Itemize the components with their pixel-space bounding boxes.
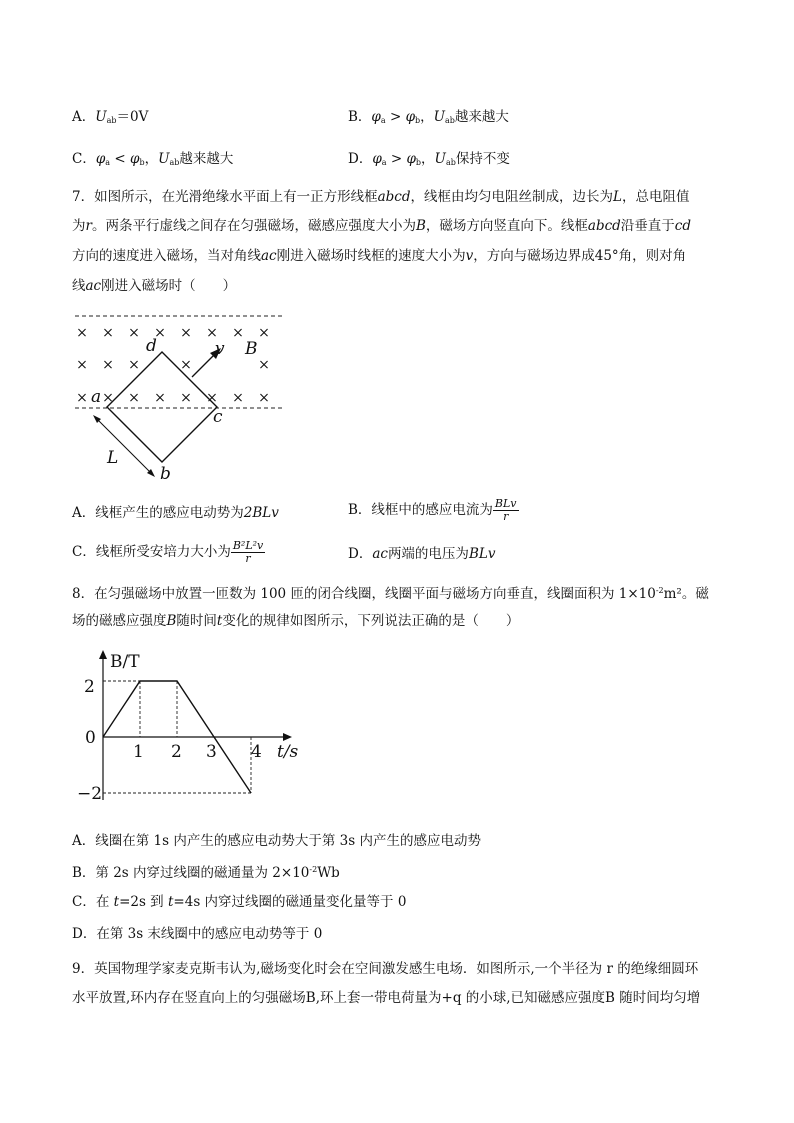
cross-mark: × <box>180 390 192 406</box>
x-tick-4: 4 <box>251 742 262 762</box>
q7-stem-line-1: 7．如图所示，在光滑绝缘水平面上有一正方形线框abcd，线框由均匀电阻丝制成，边长为L，总电阻值 <box>72 189 690 205</box>
q8-stem-line-2: 场的磁感应强度B随时间t变化的规律如图所示，下列说法正确的是（ ） <box>72 613 520 629</box>
x-tick-3: 3 <box>206 742 217 762</box>
q6-option-b: B．$\varphi_a > \varphi_b$，$U_{ab}$越来越大 <box>348 109 509 125</box>
q7-option-a: A．线框产生的感应电动势为2BLv <box>72 505 279 521</box>
x-axis-label: t/s <box>277 742 299 762</box>
q7-option-b: B．线框中的感应电流为 $\frac{\text{BLv}}{r}$ <box>348 497 517 523</box>
y-tick-0: 0 <box>85 728 96 748</box>
cross-mark: × <box>206 325 218 341</box>
cross-mark: × <box>128 357 140 373</box>
q9-stem-line-1: 9．英国物理学家麦克斯韦认为,磁场变化时会在空间激发感生电场．如图所示,一个半径为 r 的绝缘细圆环 <box>72 961 699 977</box>
q8-option-a: A．线圈在第 1s 内产生的感应电动势大于第 3s 内产生的感应电动势 <box>72 833 481 849</box>
x-tick-2: 2 <box>171 742 182 762</box>
cross-mark: × <box>102 325 114 341</box>
y-axis-label: B/T <box>110 652 140 672</box>
label-d: d <box>146 336 157 356</box>
q6-option-d: D．$\varphi_a > \varphi_b$，$U_{ab}$保持不变 <box>348 151 510 167</box>
cross-mark: × <box>180 357 192 373</box>
q7-stem-line-3: 方向的速度进入磁场，当对角线ac刚进入磁场时线框的速度大小为v，方向与磁场边界成45°角，则对角 <box>72 248 687 264</box>
cross-mark: × <box>258 325 270 341</box>
q7-option-c: C．线框所受安培力大小为 $\frac{\text{B²L²v}}{r}$ <box>72 539 264 565</box>
q7-option-d: D．ac两端的电压为BLv <box>348 546 496 562</box>
q8-option-c: C．在 t=2s 到 t=4s 内穿过线圈的磁通量变化量等于 0 <box>72 894 407 910</box>
fraction-force: $\frac{\text{B²L²v}}{r}$ <box>232 539 264 565</box>
y-axis-arrow <box>99 650 107 659</box>
cross-mark: × <box>232 390 244 406</box>
q7-stem-line-4: 线ac刚进入磁场时（ ） <box>72 278 237 294</box>
cross-mark: × <box>180 325 192 341</box>
q8-option-d: D．在第 3s 末线圈中的感应电动势等于 0 <box>72 926 323 942</box>
label-a: a <box>91 387 102 407</box>
label-c: c <box>213 407 223 427</box>
q7-figure <box>60 305 300 490</box>
cross-mark: × <box>154 325 166 341</box>
q6-option-a: A．$U_{ab}=0V$ <box>72 109 149 125</box>
x-axis-arrow <box>283 733 292 741</box>
q9-stem-line-2: 水平放置,环内存在竖直向上的匀强磁场B,环上套一带电荷量为+q 的小球,已知磁感应强度B 随时间均匀增 <box>72 990 701 1006</box>
q6-option-c: C．$\varphi_a < \varphi_b$，$U_{ab}$越来越大 <box>72 151 234 167</box>
magnetic-field-crosses <box>76 325 270 406</box>
label-v: v <box>215 339 225 359</box>
cross-mark: × <box>128 325 140 341</box>
dimension-line <box>96 418 152 474</box>
q8-stem-line-1: 8．在匀强磁场中放置一匝数为 100 匝的闭合线圈，线圈平面与磁场方向垂直，线圈面积为 $1\times 10^{-2}m^2$。磁 <box>72 586 709 602</box>
cross-mark: × <box>76 390 88 406</box>
cross-mark: × <box>102 390 114 406</box>
cross-mark: × <box>128 390 140 406</box>
q8-option-b: B．第 2s 内穿过线圈的磁通量为 $2\times 10^{-2}Wb$ <box>72 865 340 881</box>
cross-mark: × <box>232 325 244 341</box>
label-b: b <box>160 464 171 484</box>
y-tick-2: 2 <box>84 677 95 697</box>
q7-stem-line-2: 为r。两条平行虚线之间存在匀强磁场，磁感应强度大小为B，磁场方向竖直向下。线框abcd沿垂直于cd <box>72 218 691 234</box>
cross-mark: × <box>102 357 114 373</box>
q8-graph <box>70 645 310 810</box>
cross-mark: × <box>76 357 88 373</box>
x-tick-1: 1 <box>133 742 144 762</box>
label-B: B <box>245 339 258 359</box>
cross-mark: × <box>76 325 88 341</box>
cross-mark: × <box>258 390 270 406</box>
cross-mark: × <box>206 390 218 406</box>
y-tick-neg2: −2 <box>77 784 103 804</box>
cross-mark: × <box>258 357 270 373</box>
fraction-current: $\frac{\text{BLv}}{r}$ <box>494 497 517 523</box>
cross-mark: × <box>154 390 166 406</box>
label-L: L <box>107 448 119 468</box>
